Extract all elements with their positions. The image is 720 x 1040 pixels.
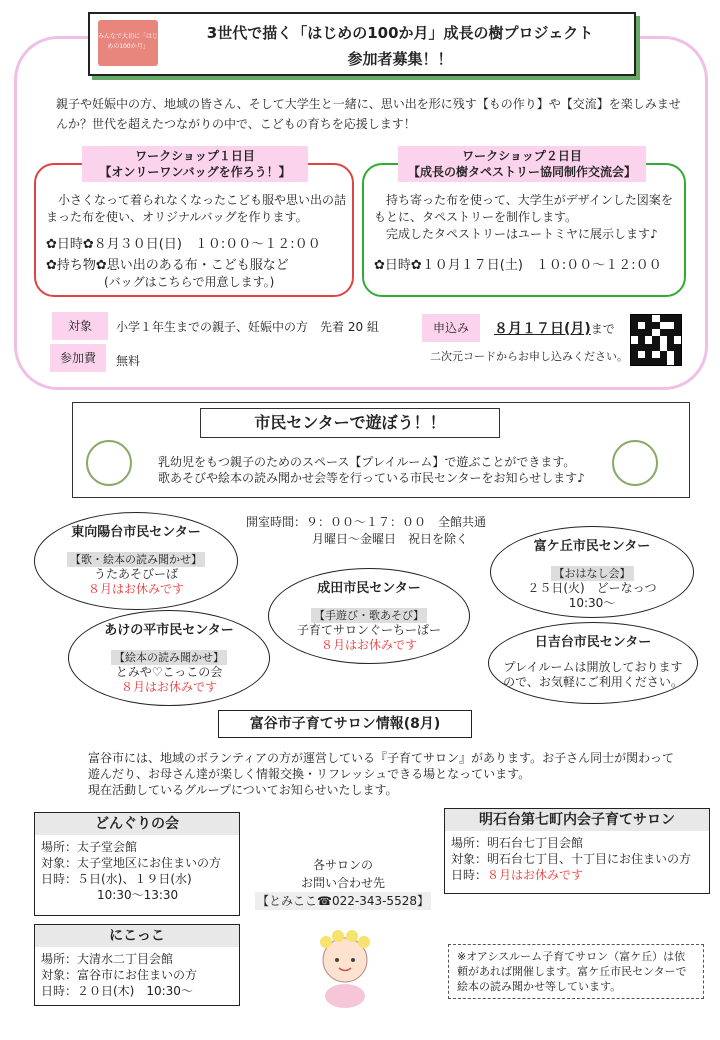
workshop2-header [398,146,646,182]
salon-date-prefix: 日時： [451,868,488,882]
workshop2-subheading: 【成長の樹タペストリー協同制作交流会】 [407,165,636,179]
salon-name: にこっこ [35,925,239,947]
salon-contact [248,856,438,910]
fee-label: 参加費 [50,344,106,372]
center-name: 日吉台市民センター [534,635,652,650]
workshop2-date: ✿日時✿１０月１７日(土) １０:００～１２:００ [374,258,662,273]
qr-code[interactable] [630,314,682,366]
contact-line2: お問い合わせ先 [300,876,385,890]
center-tag: 【おはなし会】 [551,566,634,581]
salon-intro [88,750,688,798]
center-tomigaoka [490,526,694,618]
deadline-suffix: まで [590,322,615,336]
salon-name: どんぐりの会 [35,813,239,835]
center-name: 成田市民センター [317,581,421,596]
workshop1-items: ✿持ち物✿思い出のある布・こども服など [46,258,289,273]
centers-desc-line1: 乳幼児をもつ親子のためのスペース【プレイルーム】で遊ぶことができます。 [158,455,576,469]
center-name: 富ケ丘市民センター [533,539,651,554]
centers-desc-line2: 歌あそびや絵本の読み聞かせ会等を行っている市民センターをお知らせします♪ [158,471,585,485]
center-akenodaira [68,610,270,706]
center-name: あけの平市民センター [104,623,234,638]
salon-intro-line3: 現在活動しているグループについてお知らせいたします。 [88,783,398,797]
salon-intro-line2: 遊んだり、お母さん達が楽しく情報交換・リフレッシュできる場となっています。 [88,767,531,781]
center-line2: ので、お気軽にご利用ください。 [503,675,683,689]
salon-place: 場所：太子堂会館 [41,840,138,854]
center-tag: 【手遊び・歌あそび】 [311,608,427,623]
salon-target: 対象：富谷市にお住まいの方 [41,968,198,982]
workshop1-body [46,192,346,291]
workshop1-header [82,146,308,182]
fee-text: 無料 [116,354,141,368]
centers-title: 市民センターで遊ぼう！！ [200,408,500,438]
workshop1-heading: ワークショップ１日目 [135,149,255,163]
project-subtitle: 参加者募集！！ [347,50,453,68]
opening-hours [246,514,486,548]
salon-date-row [451,867,703,883]
target-label: 対象 [52,312,108,340]
project-title: 3世代で描く「はじめの100か月」成長の樹プロジェクト [206,24,594,42]
salon-date: 日時：２０日(木) 10:30～ [41,984,193,998]
centers-desc [158,454,628,486]
center-narita [268,568,470,664]
center-group: 子育てサロンぐーちーぱー [296,623,441,637]
opening-hours-line1: 開室時間：９：００～１７：００ 全館共通 [246,515,487,529]
center-time: 10:30～ [568,596,616,610]
workshop1-subheading: 【オンリーワンバッグを作ろう！】 [99,165,291,179]
salon-target: 対象：明石台七丁目、十丁目にお住まいの方 [451,852,692,866]
workshop1-desc: 小さくなって着られなくなったこども服や思い出の詰まった布を使い、オリジナルバッグを作ります。 [46,193,347,224]
baby-illustration [312,930,378,1010]
salon-place: 場所：大清水二丁目会館 [41,952,174,966]
center-name: 東向陽台市民センター [71,525,201,540]
book-logo: みんなで大切に「はじめの100か月」 [98,20,158,66]
salon-nikokko [34,924,240,1006]
workshop2-desc2: 完成したタペストリーはユートミヤに展示します♪ [386,227,658,241]
center-group: とみや♡こっこの会 [115,665,223,679]
workshop2-heading: ワークショップ２日目 [462,149,582,163]
workshop1-date: ✿日時✿８月３０日(日) １０:００～１２:００ [46,237,321,252]
center-status: ８月はお休みです [87,582,184,596]
center-group: うたあそびーば [93,567,178,581]
oasis-note: ※オアシスルーム子育てサロン（富ケ丘）は依頼があれば開催します。富ケ丘市民センターで絵本の読み聞かせ等しています。 [448,944,704,999]
salon-donguri [34,812,240,916]
salon-date: 日時：５日(水)、１９日(水) [41,872,192,886]
project-intro: 親子や妊娠中の方、地域の皆さん、そして大学生と一緒に、思い出を形に残す【もの作り】や【交流】を楽しみませんか？世代を超えたつながりの中で、こどもの育ちを応援します！ [56,97,681,131]
children-illustration [86,440,132,486]
salon-akashidai [444,808,710,894]
contact-phone[interactable]: 【とみここ☎022-343-5528】 [257,894,429,908]
center-group: ２５日(火) どーなっつ [527,581,657,595]
salon-time: 10:30～13:30 [97,888,179,902]
workshop2-desc: 持ち寄った布を使って、大学生がデザインした図案をもとに、タペストリーを制作します。 [374,193,673,224]
center-line1: プレイルームは開放しております [503,660,683,674]
deadline-date: ８月１７日(月) [494,321,591,337]
contact-line1: 各サロンの [312,858,373,872]
target-text: 小学１年生までの親子、妊娠中の方 先着 20 組 [116,320,379,334]
center-status: ８月はお休みです [320,638,417,652]
qr-note: 二次元コードからお申し込みください。 [430,350,628,363]
center-tag: 【歌・絵本の読み聞かせ】 [67,552,205,567]
center-higashi-yodai [34,512,238,610]
salon-title: 富谷市子育てサロン情報(8月) [218,710,472,738]
apply-label: 申込み [422,314,480,342]
workshop2-body [374,192,680,274]
deadline [494,318,615,338]
salon-place: 場所：明石台七丁目会館 [451,836,584,850]
opening-hours-line2: 月曜日～金曜日 祝日を除く [312,532,469,546]
salon-name: 明石台第七町内会子育てサロン [445,809,709,831]
salon-target: 対象：太子堂地区にお住まいの方 [41,856,222,870]
center-tag: 【絵本の読み聞かせ】 [111,650,227,665]
center-status: ８月はお休みです [120,680,217,694]
salon-intro-line1: 富谷市には、地域のボランティアの方が運営している『子育てサロン』があります。お子さん同士が関わって [88,751,674,765]
center-hiyoshidai [488,622,698,704]
workshop1-items-note: (バッグはこちらで用意します。) [104,275,275,289]
salon-date: ８月はお休みです [487,868,584,882]
